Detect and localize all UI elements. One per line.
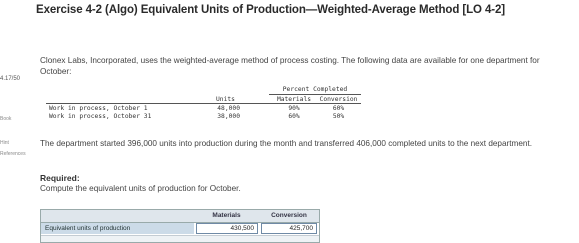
conversion-input[interactable]: 425,700 (261, 223, 317, 234)
intro-text: Clonex Labs, Incorporated, uses the weighted-average method of process costing. The following data are available for one department for October: (40, 56, 540, 76)
units-header: Units (216, 96, 235, 103)
row-label: Work in process, October 31 (49, 113, 152, 120)
materials-input[interactable]: 430,500 (196, 223, 258, 234)
conversion-header: Conversion (319, 96, 358, 103)
production-text: The department started 396,000 units into production during the month and transferred 406,000 completed units to the next department. (40, 139, 533, 148)
table-row (46, 105, 361, 113)
answer-table (40, 209, 320, 243)
header-divider (46, 103, 361, 104)
book-link[interactable]: Book (0, 116, 12, 122)
answer-conversion-header: Conversion (271, 212, 307, 219)
conversion-cell: 50% (332, 113, 345, 120)
required-heading: Required: (40, 173, 80, 183)
required-text: Compute the equivalent units of production for October. (40, 184, 241, 193)
units-cell: 48,000 (217, 105, 240, 112)
hint-link[interactable]: Hint (0, 140, 9, 146)
materials-cell: 60% (288, 113, 300, 120)
answer-table-footer (41, 235, 319, 242)
materials-cell: 90% (288, 105, 300, 112)
answer-table-header (41, 210, 319, 223)
units-cell: 38,000 (217, 113, 240, 120)
equivalent-units-label: Equivalent units of production (41, 223, 194, 234)
table-row (46, 113, 361, 121)
conversion-cell: 60% (332, 105, 345, 112)
row-label: Work in process, October 1 (49, 105, 148, 112)
exercise-title: Exercise 4-2 (Algo) Equivalent Units of Production—Weighted-Average Method [LO 4-2] (36, 4, 506, 16)
references-link[interactable]: References (0, 151, 26, 157)
answer-materials-header: Materials (212, 212, 241, 219)
percent-completed-header: Percent Completed (269, 86, 361, 95)
materials-header: Materials (276, 96, 312, 103)
score-label: 4.17/50 (0, 76, 21, 82)
